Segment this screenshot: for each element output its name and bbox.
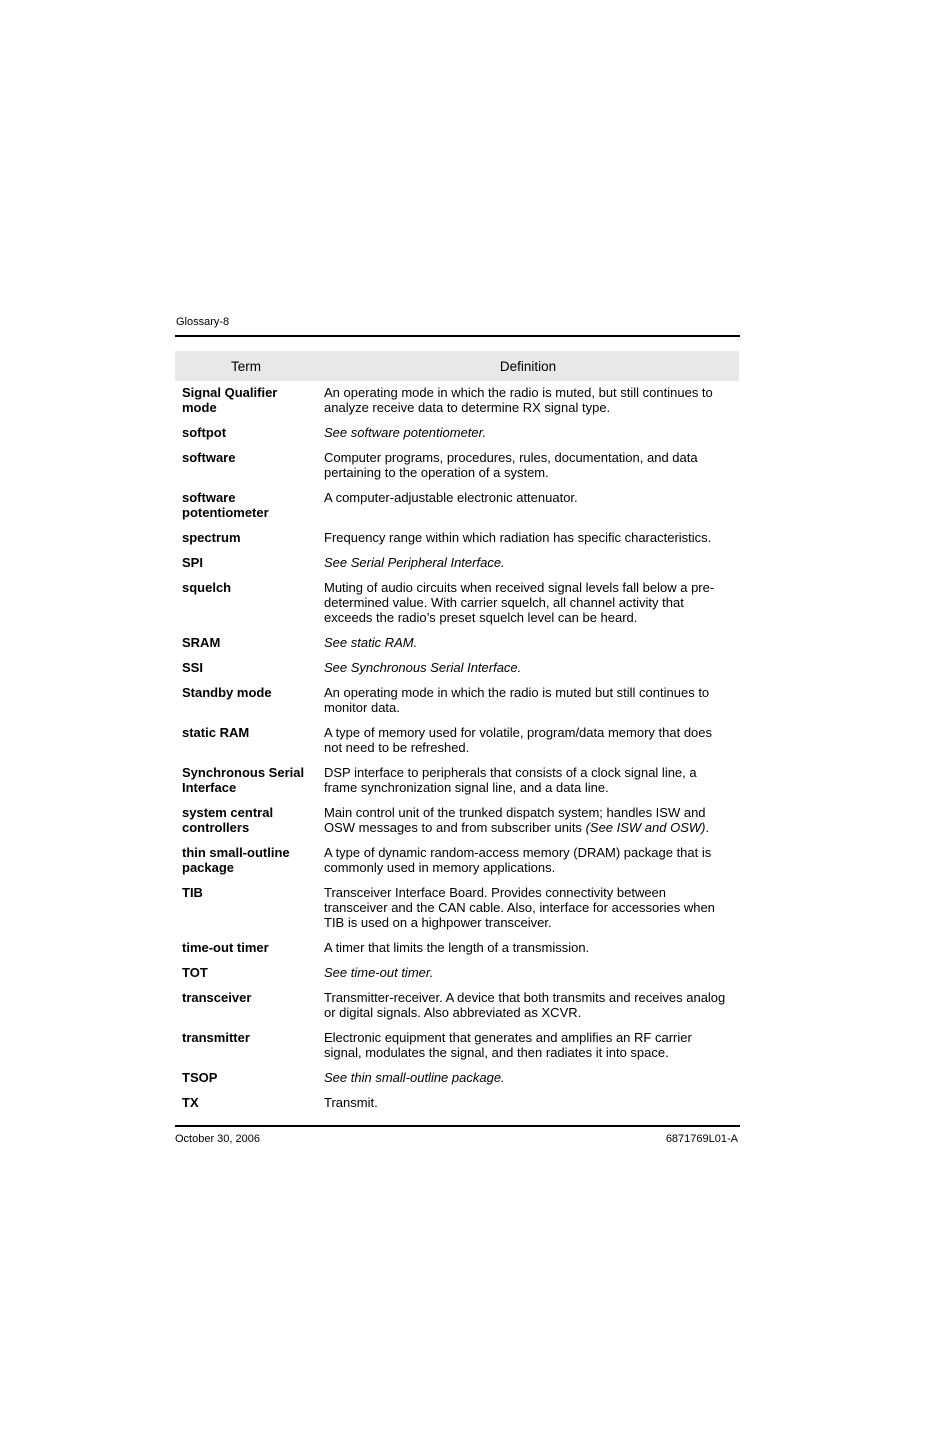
glossary-row (175, 940, 739, 965)
glossary-row (175, 635, 739, 660)
glossary-row (175, 490, 739, 530)
glossary-definition: Transmitter-receiver. A device that both transmits and receives analog or digital signals. Also abbreviated as XCVR. (324, 990, 726, 1020)
glossary-term: transceiver (182, 990, 252, 1005)
column-header-definition: Definition (317, 351, 739, 381)
glossary-definition: A type of memory used for volatile, program/data memory that does not need to be refreshed. (324, 725, 713, 755)
glossary-term: SRAM (182, 635, 221, 650)
glossary-term: time-out timer (182, 940, 269, 955)
glossary-row (175, 425, 739, 450)
glossary-term: software potentiometer (182, 490, 269, 520)
glossary-row (175, 805, 739, 845)
glossary-row (175, 580, 739, 635)
definition-period: . (705, 820, 710, 835)
glossary-definition: Transmit. (324, 1095, 378, 1110)
glossary-term: Synchronous Serial Interface (182, 765, 305, 795)
table-header-row (175, 351, 739, 381)
footer-date: October 30, 2006 (175, 1133, 261, 1145)
glossary-term: TOT (182, 965, 208, 980)
glossary-term: static RAM (182, 725, 250, 740)
glossary-definition: See Synchronous Serial Interface. (324, 660, 522, 675)
glossary-row (175, 381, 739, 425)
definition-cross-reference: (See ISW and OSW) (585, 820, 706, 835)
glossary-definition: A computer-adjustable electronic attenuator. (324, 490, 578, 505)
glossary-row (175, 1030, 739, 1070)
header-rule (175, 335, 740, 337)
glossary-body (175, 381, 739, 1120)
glossary-row (175, 1070, 739, 1095)
glossary-row (175, 450, 739, 490)
glossary-term: Signal Qualifier mode (182, 385, 278, 415)
glossary-term: softpot (182, 425, 227, 440)
glossary-definition: An operating mode in which the radio is muted but still continues to monitor data. (324, 685, 710, 715)
glossary-definition: See software potentiometer. (324, 425, 487, 440)
glossary-row (175, 555, 739, 580)
glossary-term: thin small-outline package (182, 845, 290, 875)
glossary-term: squelch (182, 580, 232, 595)
glossary-row (175, 885, 739, 940)
glossary-definition: Transceiver Interface Board. Provides connectivity between transceiver and the CAN cable. Also, interface for accessories when TIB is used on a highpower transceiver. (324, 885, 715, 930)
definition-text: Main control unit of the trunked dispatch system; handles ISW and OSW messages to and from subscriber units (324, 805, 706, 835)
glossary-definition: An operating mode in which the radio is muted, but still continues to analyze receive data to determine RX signal type. (324, 385, 713, 415)
glossary-definition: Muting of audio circuits when received signal levels fall below a pre-determined value. With carrier squelch, all channel activity that exceeds the radio’s preset squelch level can be heard. (324, 580, 715, 625)
glossary-definition: See static RAM. (324, 635, 418, 650)
footer-document-number: 6871769L01-A (665, 1133, 738, 1145)
glossary-row (175, 765, 739, 805)
glossary-row (175, 845, 739, 885)
page-number-header: Glossary-8 (176, 316, 230, 328)
footer-rule (175, 1125, 740, 1127)
glossary-row (175, 990, 739, 1030)
glossary-definition (317, 805, 739, 845)
glossary-definition: A timer that limits the length of a transmission. (324, 940, 590, 955)
glossary-term: software (182, 450, 236, 465)
glossary-term: TSOP (182, 1070, 218, 1085)
glossary-row (175, 530, 739, 555)
column-header-term: Term (175, 351, 317, 381)
glossary-term: TIB (182, 885, 203, 900)
glossary-term: SPI (182, 555, 203, 570)
glossary-row (175, 1095, 739, 1120)
glossary-definition: A type of dynamic random-access memory (DRAM) package that is commonly used in memory applications. (324, 845, 712, 875)
glossary-row (175, 965, 739, 990)
glossary-term: SSI (182, 660, 203, 675)
glossary-row (175, 725, 739, 765)
glossary-row (175, 660, 739, 685)
glossary-term: spectrum (182, 530, 241, 545)
glossary-definition: Frequency range within which radiation has specific characteristics. (324, 530, 712, 545)
glossary-table (175, 351, 739, 1120)
glossary-definition: See thin small-outline package. (324, 1070, 505, 1085)
glossary-definition: See Serial Peripheral Interface. (324, 555, 505, 570)
glossary-definition: Computer programs, procedures, rules, documentation, and data pertaining to the operation of a system. (324, 450, 698, 480)
glossary-term: TX (182, 1095, 199, 1110)
glossary-term: system central controllers (182, 805, 274, 835)
glossary-definition: DSP interface to peripherals that consists of a clock signal line, a frame synchronization signal line, and a data line. (324, 765, 697, 795)
glossary-definition: Electronic equipment that generates and amplifies an RF carrier signal, modulates the signal, and then radiates it into space. (324, 1030, 692, 1060)
glossary-term: Standby mode (182, 685, 272, 700)
glossary-term: transmitter (182, 1030, 250, 1045)
glossary-row (175, 685, 739, 725)
glossary-definition: See time-out timer. (324, 965, 434, 980)
